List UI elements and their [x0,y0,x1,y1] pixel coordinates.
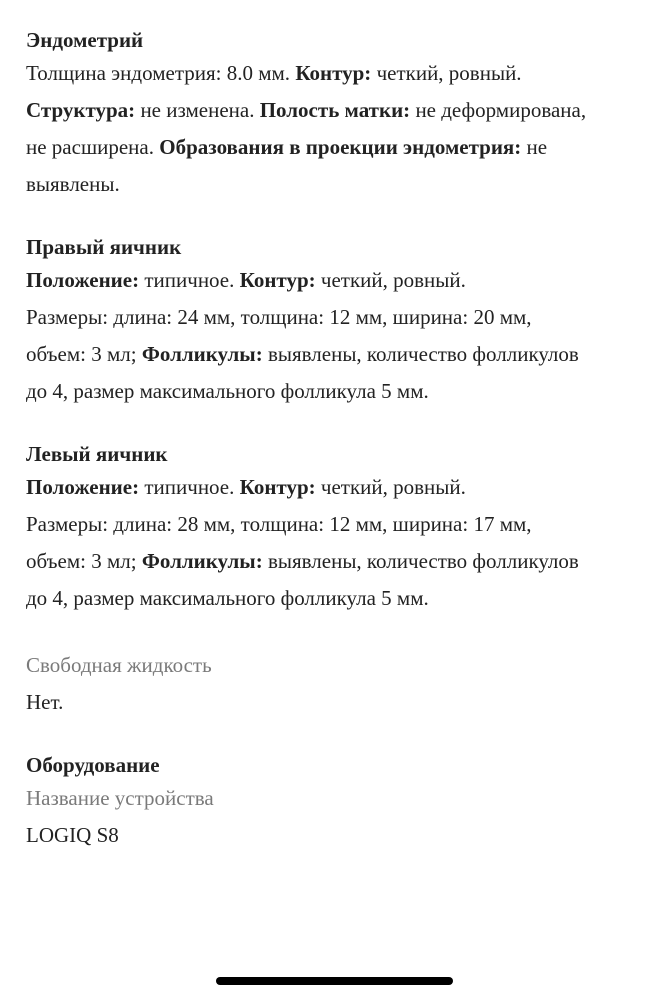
text-line [26,469,648,506]
field-value: не деформирована, [410,98,587,122]
text-line [26,299,648,336]
field-label: Контур: [295,61,372,85]
field-value: объем: 3 мл; [26,342,142,366]
field-label: Образования в проекции эндометрия: [159,135,522,159]
text-line [26,580,648,617]
field-label: Положение: [26,475,140,499]
field-label: Контур: [239,268,316,292]
field-label: Полость матки: [259,98,411,122]
field-label: Контур: [239,475,316,499]
field-value: четкий, ровный. [315,268,466,292]
section-free-fluid [26,647,648,721]
field-value: четкий, ровный. [371,61,522,85]
field-label: Фолликулы: [141,342,263,366]
field-value: выявлены, количество фолликулов [262,342,579,366]
section-equipment [26,751,648,854]
free-fluid-value: Нет. [26,690,64,714]
text-line [26,129,648,166]
field-value: выявлены. [26,172,120,196]
section-body [26,469,648,617]
field-value: Размеры: длина: 24 мм, толщина: 12 мм, ширина: 20 мм, [26,305,532,329]
field-label: Положение: [26,268,140,292]
section-title-left-ovary: Левый яичник [26,442,168,466]
section-title-endometrium: Эндометрий [26,28,144,52]
field-label: Фолликулы: [141,549,263,573]
text-line [26,92,648,129]
text-line [26,336,648,373]
field-value: объем: 3 мл; [26,549,142,573]
text-line [26,543,648,580]
section-body [26,262,648,410]
text-line [26,55,648,92]
free-fluid-label: Свободная жидкость [26,653,212,677]
spacer [26,617,648,647]
field-value: Толщина эндометрия: 8.0 мм. [26,61,296,85]
text-line [26,373,648,410]
field-value: не [521,135,548,159]
section-endometrium [26,26,648,203]
field-value: четкий, ровный. [315,475,466,499]
section-left-ovary [26,440,648,617]
section-body [26,55,648,203]
field-label: Структура: [26,98,136,122]
report-content [26,26,648,854]
spacer [26,203,648,233]
spacer [26,721,648,751]
field-value: типичное. [139,475,240,499]
text-line [26,262,648,299]
text-line [26,166,648,203]
field-value: до 4, размер максимального фолликула 5 мм. [26,586,429,610]
section-title-right-ovary: Правый яичник [26,235,182,259]
home-indicator[interactable] [216,977,453,985]
field-value: до 4, размер максимального фолликула 5 мм. [26,379,429,403]
spacer [26,410,648,440]
device-name-label: Название устройства [26,786,214,810]
field-value: не расширена. [26,135,160,159]
field-value: Размеры: длина: 28 мм, толщина: 12 мм, ширина: 17 мм, [26,512,532,536]
text-line [26,506,648,543]
device-name-value: LOGIQ S8 [26,823,119,847]
section-right-ovary [26,233,648,410]
section-title-equipment: Оборудование [26,753,160,777]
field-value: не изменена. [135,98,260,122]
field-value: выявлены, количество фолликулов [262,549,579,573]
field-value: типичное. [139,268,240,292]
